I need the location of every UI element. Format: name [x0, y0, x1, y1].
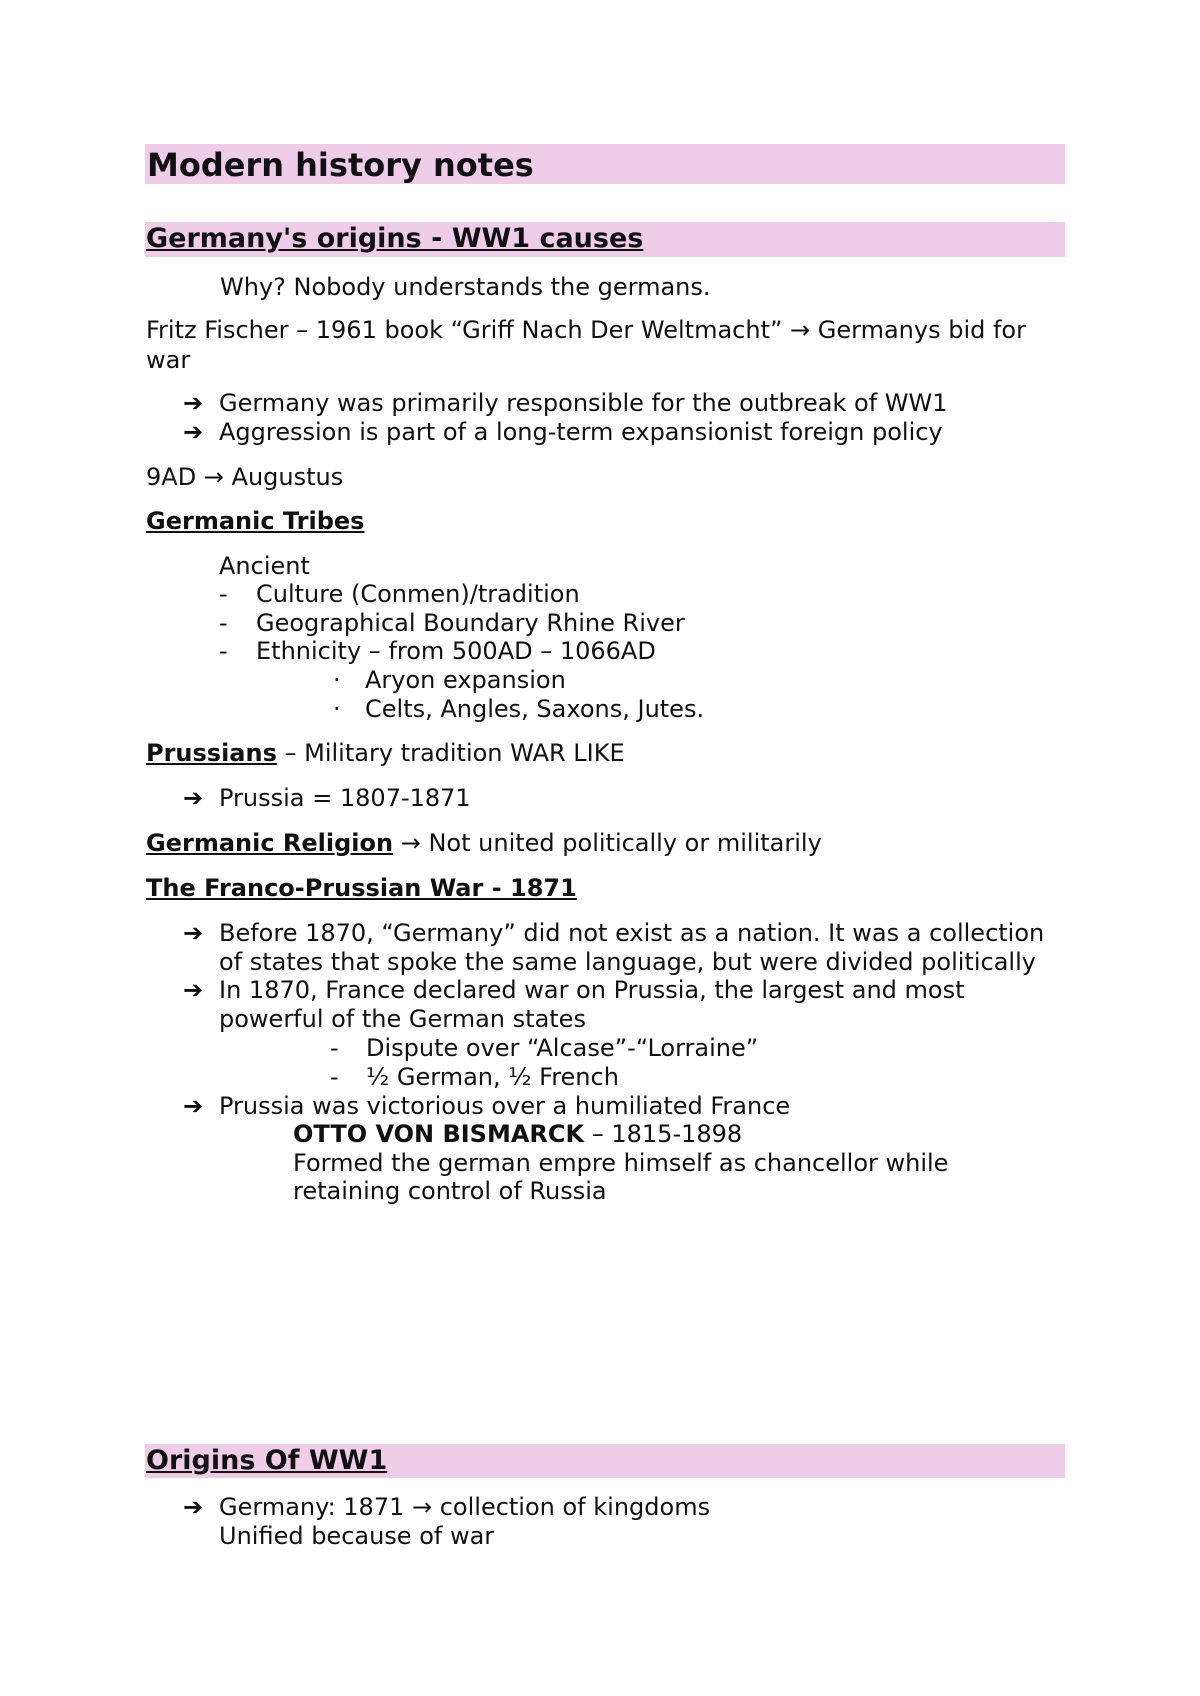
bullet-item: Prussia was victorious over a humiliated France [219, 1092, 791, 1120]
list-item: Culture (Conmen)/tradition [256, 580, 580, 608]
bismarck-line [293, 1120, 742, 1148]
arrow-bullet-icon: ➔ [183, 389, 204, 417]
bismarck-name: OTTO VON BISMARCK [293, 1120, 585, 1148]
dash-marker: - [219, 609, 228, 637]
sub-list-item: Aryon expansion [365, 666, 566, 694]
dot-marker: · [333, 666, 341, 694]
arrow-bullet-icon: ➔ [183, 1493, 204, 1521]
bullet-item: Aggression is part of a long-term expansionist foreign policy [219, 418, 943, 446]
bismarck-dates: – 1815-1898 [584, 1120, 743, 1148]
bullet-item: Prussia = 1807-1871 [219, 784, 471, 812]
arrow-bullet-icon: ➔ [183, 919, 204, 947]
franco-prussian-heading: The Franco-Prussian War - 1871 [146, 874, 577, 902]
list-item: Ethnicity – from 500AD – 1066AD [256, 637, 656, 665]
bullet-item-cont: powerful of the German states [219, 1005, 586, 1033]
section-heading-germany: Germany's origins - WW1 causes [146, 223, 644, 254]
arrow-bullet-icon: ➔ [183, 1092, 204, 1120]
dash-marker: - [219, 637, 228, 665]
list-item: Geographical Boundary Rhine River [256, 609, 685, 637]
sub-list-item: ½ German, ½ French [366, 1063, 619, 1091]
bismarck-text-1: Formed the german empre himself as chancellor while [293, 1149, 949, 1177]
sub-list-item: Celts, Angles, Saxons, Jutes. [365, 695, 705, 723]
arrow-bullet-icon: ➔ [183, 976, 204, 1004]
arrow-bullet-icon: ➔ [183, 418, 204, 446]
bullet-item: Germany was primarily responsible for the outbreak of WW1 [219, 389, 948, 417]
dot-marker: · [333, 695, 341, 723]
bullet-item-cont: of states that spoke the same language, but were divided politically [219, 948, 1036, 976]
religion-label: Germanic Religion [146, 829, 394, 857]
prussians-text: – Military tradition WAR LIKE [276, 739, 625, 767]
religion-text: → Not united politically or militarily [393, 829, 822, 857]
bullet-item: Before 1870, “Germany” did not exist as a nation. It was a collection [219, 919, 1045, 947]
page-title: Modern history notes [147, 146, 534, 184]
bullet-item: In 1870, France declared war on Prussia, the largest and most [219, 976, 965, 1004]
section-heading-origins: Origins Of WW1 [146, 1445, 388, 1476]
sub-list-item: Dispute over “Alcase”-“Lorraine” [366, 1034, 759, 1062]
dash-marker: - [219, 580, 228, 608]
ancient-label: Ancient [219, 552, 310, 580]
dash-marker: - [330, 1063, 339, 1091]
bullet-item: Germany: 1871 → collection of kingdoms [219, 1493, 711, 1521]
bismarck-text-2: retaining control of Russia [293, 1177, 607, 1205]
fischer-line-2: war [146, 346, 191, 374]
prussians-label: Prussians [146, 739, 277, 767]
bullet-item-cont: Unified because of war [219, 1522, 495, 1550]
why-line: Why? Nobody understands the germans. [220, 273, 711, 301]
tribes-heading: Germanic Tribes [146, 507, 365, 535]
prussians-line [146, 739, 625, 767]
fischer-line-1: Fritz Fischer – 1961 book “Griff Nach Der Weltmacht” → Germanys bid for [146, 316, 1026, 344]
dash-marker: - [330, 1034, 339, 1062]
augustus-line: 9AD → Augustus [146, 463, 344, 491]
religion-line [146, 829, 822, 857]
arrow-bullet-icon: ➔ [183, 784, 204, 812]
